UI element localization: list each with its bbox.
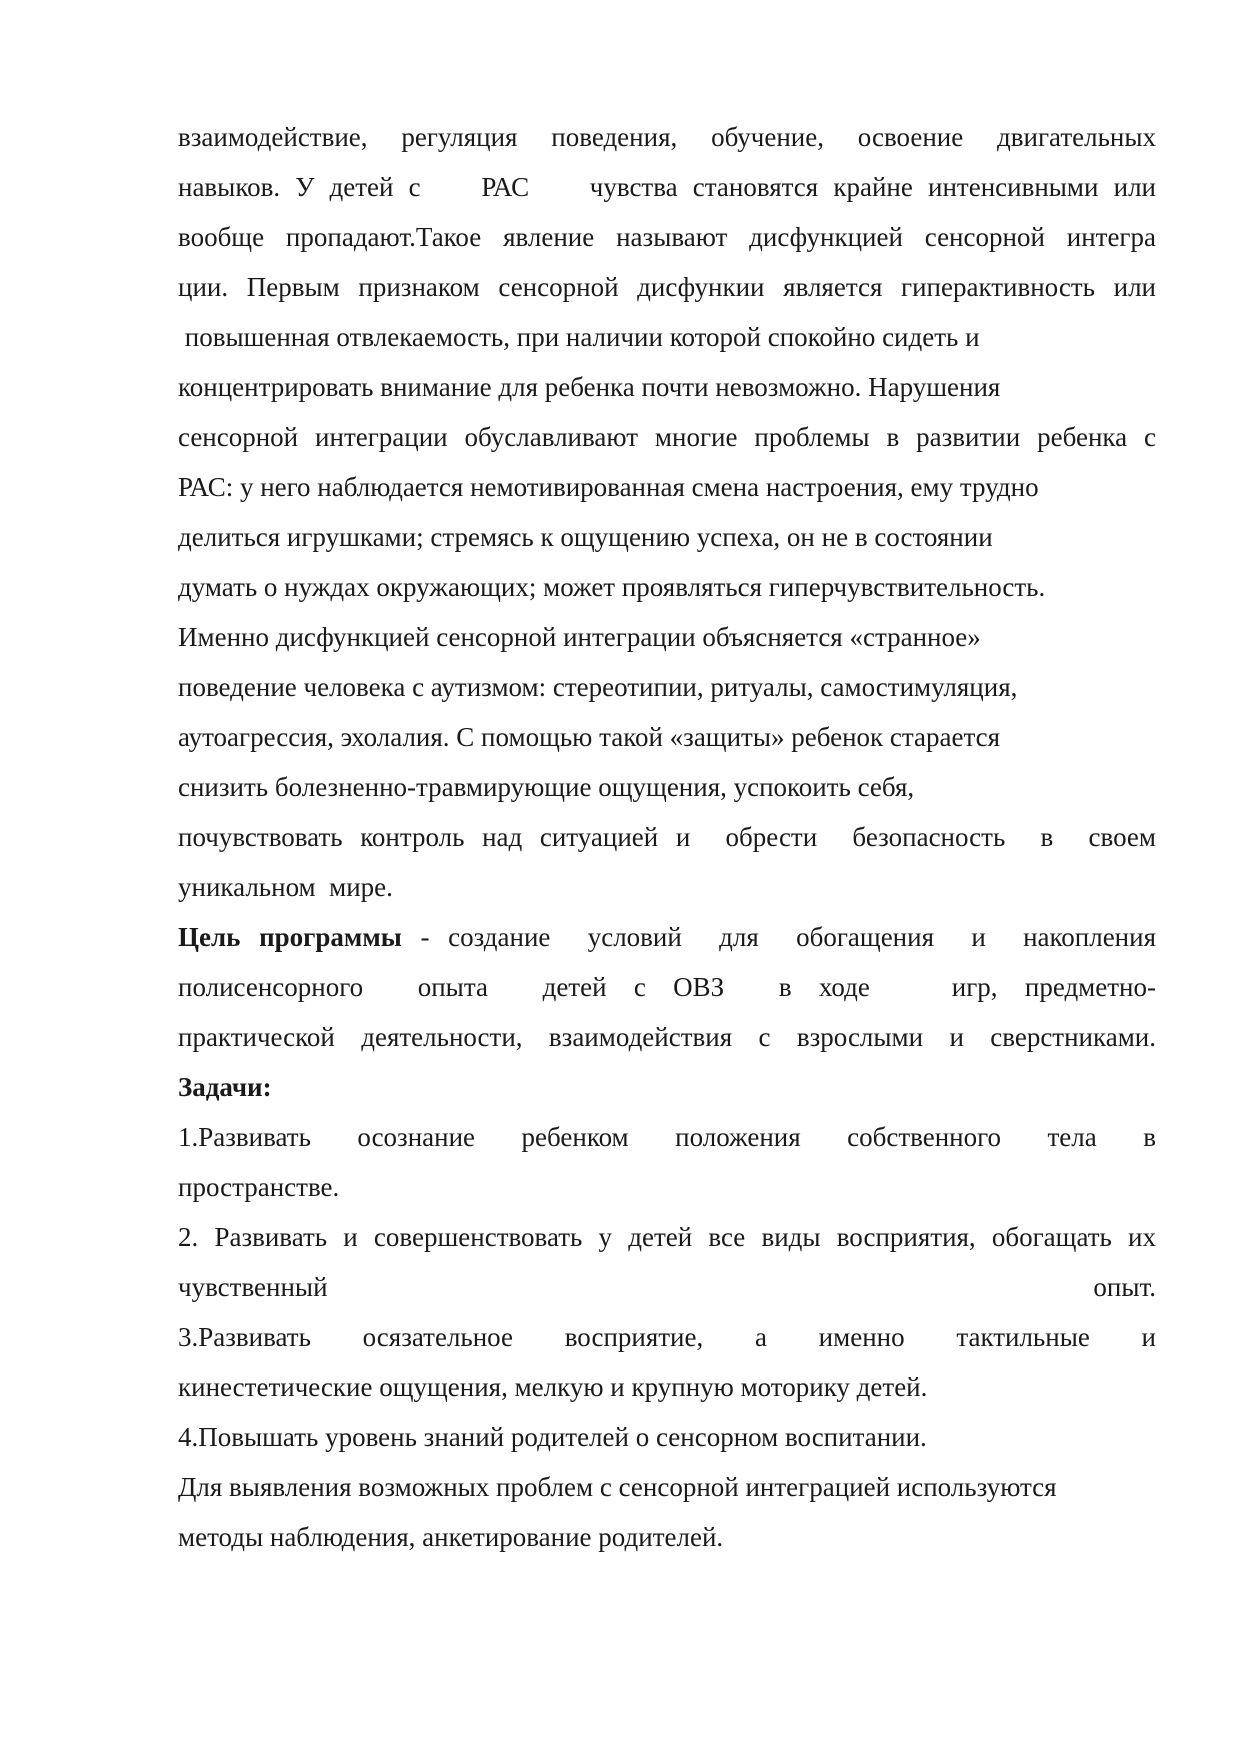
text-line: методы наблюдения, анкетирование родителей. [178,1522,724,1552]
split-right: опыт. [1093,1272,1156,1302]
text-line: взаимодействие, регуляция поведения, обучение, освоение двигательных [178,122,1156,152]
text-line: навыков. У детей с РАС чувства становятся крайне интенсивными или [178,172,1156,202]
text-line: Для выявления возможных проблем с сенсорной интеграцией используются [178,1472,1057,1502]
text-line: 3.Развивать осязательное восприятие, а именно тактильные и [178,1322,1156,1352]
split-left: чувственный [178,1272,328,1302]
text-line: практической деятельности, взаимодействия с взрослыми и сверстниками. [178,1022,1156,1052]
text-line: поведение человека с аутизмом: стереотипии, ритуалы, самостимуляция, [178,672,1018,702]
text-line: сенсорной интеграции обуславливают многие проблемы в развитии ребенка с [178,422,1156,452]
text-line: делиться игрушками; стремясь к ощущению успеха, он не в состоянии [178,522,993,552]
tasks-heading: Задачи: [178,1072,272,1102]
text-line: концентрировать внимание для ребенка почти невозможно. Нарушения [178,372,1001,402]
text-line: снизить болезненно-травмирующие ощущения, успокоить себя, [178,772,915,802]
goal-line [178,912,1156,962]
split-line [178,1262,1156,1312]
text-line: пространстве. [178,1172,340,1202]
text-line: повышенная отвлекаемость, при наличии которой спокойно сидеть и [178,322,980,352]
text-line: 4.Повышать уровень знаний родителей о сенсорном воспитании. [178,1422,927,1452]
text-line: 1.Развивать осознание ребенком положения собственного тела в [178,1122,1156,1152]
text-line: полисенсорного опыта детей с ОВЗ в ходе игр, предметно- [178,972,1156,1002]
text-line: уникальном мире. [178,872,393,902]
goal-label: Цель программы [178,922,402,952]
text-line: думать о нуждах окружающих; может проявляться гиперчувствительность. [178,572,1046,602]
text-line: кинестетические ощущения, мелкую и крупную моторику детей. [178,1372,928,1402]
text-line: 2. Развивать и совершенствовать у детей все виды восприятия, обогащать их [178,1222,1156,1252]
text-line: почувствовать контроль над ситуацией и обрести безопасность в своем [178,822,1156,852]
text-line: аутоагрессия, эхолалия. С помощью такой «защиты» ребенок старается [178,722,1000,752]
text-line: Именно дисфункцией сенсорной интеграции объясняется «странное» [178,622,981,652]
text-line: ции. Первым признаком сенсорной дисфункии является гиперактивность или [178,272,1156,302]
text-line: вообще пропадают.Такое явление называют дисфункцией сенсорной интегра [178,222,1156,252]
text-line: РАС: у него наблюдается немотивированная смена настроения, ему трудно [178,472,1039,502]
goal-text: - создание условий для обогащения и накопления [401,922,1156,952]
